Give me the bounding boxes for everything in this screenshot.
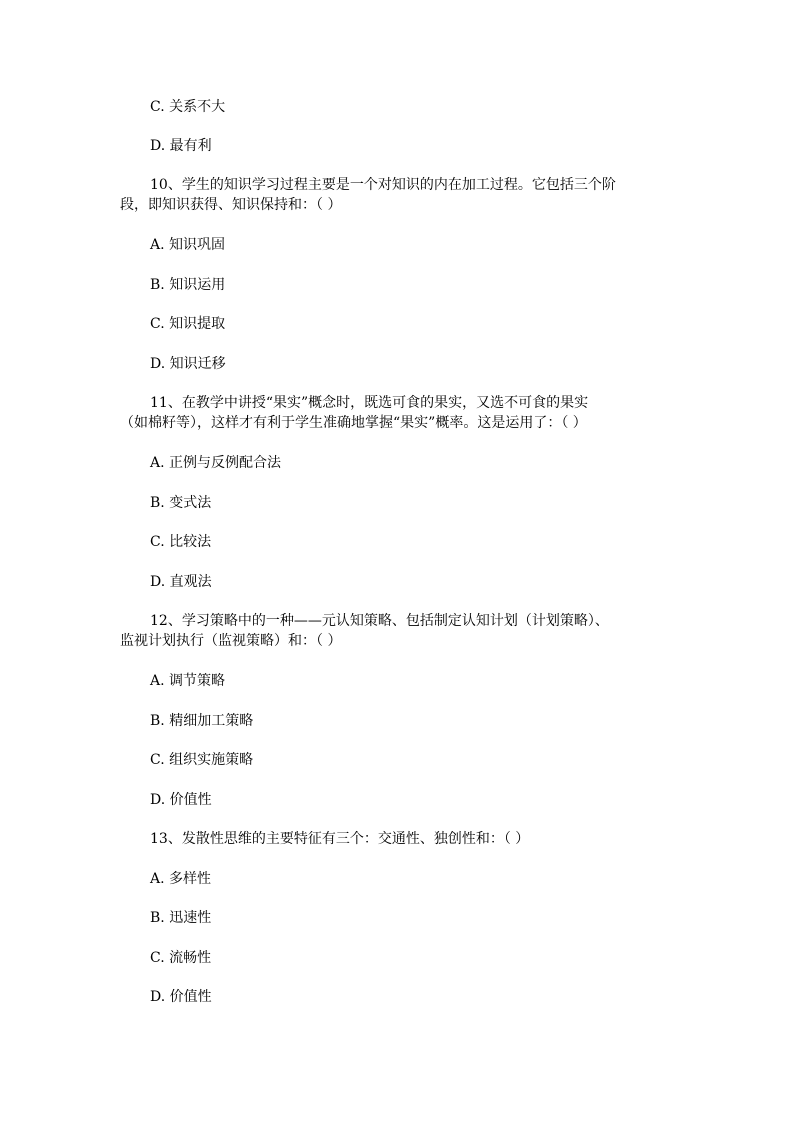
question-13-option-c: C. 流畅性 bbox=[150, 950, 212, 966]
question-11-option-c: C. 比较法 bbox=[150, 534, 212, 550]
question-13-option-b: B. 迅速性 bbox=[150, 910, 212, 926]
question-12-text-line2: 监视计划执行（监视策略）和：（ ） bbox=[120, 633, 342, 649]
question-13-text-line1: 13、发散性思维的主要特征有三个：交通性、独创性和：（ ） bbox=[150, 831, 530, 847]
question-13-option-d: D. 价值性 bbox=[150, 989, 212, 1005]
question-11-option-d: D. 直观法 bbox=[150, 574, 212, 590]
question-12-option-b: B. 精细加工策略 bbox=[150, 713, 254, 729]
question-10-text-line1: 10、学生的知识学习过程主要是一个对知识的内在加工过程。它包括三个阶 bbox=[150, 177, 616, 193]
question-10-option-b: B. 知识运用 bbox=[150, 277, 226, 293]
option-prev-d: D. 最有利 bbox=[150, 138, 212, 154]
question-12-option-c: C. 组织实施策略 bbox=[150, 752, 254, 768]
question-12-option-a: A. 调节策略 bbox=[150, 673, 226, 689]
question-11-option-a: A. 正例与反例配合法 bbox=[150, 455, 282, 471]
question-10-option-a: A. 知识巩固 bbox=[150, 237, 226, 253]
question-11-text-line1: 11、在教学中讲授“果实”概念时，既选可食的果实，又选不可食的果实 bbox=[150, 395, 589, 411]
question-13-option-a: A. 多样性 bbox=[150, 871, 212, 887]
question-12-option-d: D. 价值性 bbox=[150, 792, 212, 808]
question-10-option-c: C. 知识提取 bbox=[150, 316, 226, 332]
question-12-text-line1: 12、学习策略中的一种——元认知策略、包括制定认知计划（计划策略）、 bbox=[150, 613, 609, 629]
question-10-text-line2: 段，即知识获得、知识保持和：（ ） bbox=[120, 197, 342, 213]
question-10-option-d: D. 知识迁移 bbox=[150, 356, 226, 372]
option-prev-c: C. 关系不大 bbox=[150, 99, 226, 115]
question-11-text-line2: （如棉籽等），这样才有利于学生准确地掌握“果实”概率。这是运用了：（ ） bbox=[120, 415, 587, 431]
question-11-option-b: B. 变式法 bbox=[150, 495, 212, 511]
